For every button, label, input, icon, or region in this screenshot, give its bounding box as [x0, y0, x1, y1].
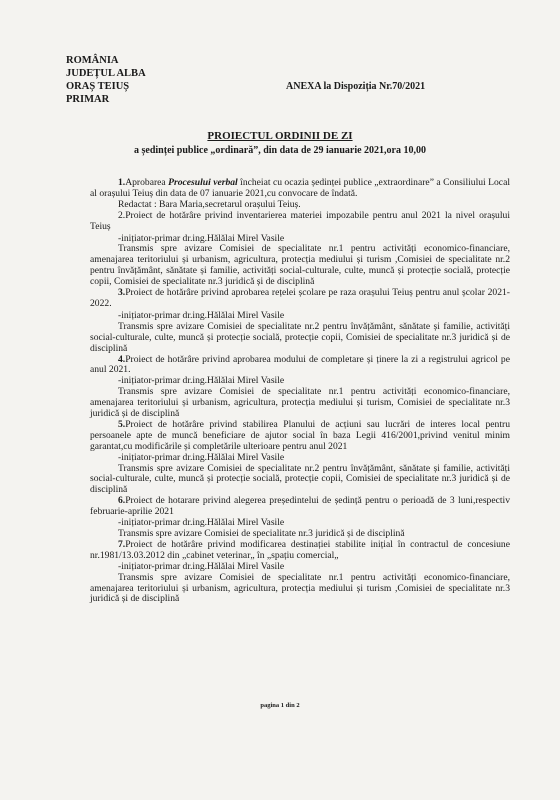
agenda-item-1-redactor: Redactat : Bara Maria,secretarul orașului Teiuș.	[118, 198, 301, 210]
page-number: pagina 1 din 2	[260, 702, 300, 709]
document-subtitle: a ședinței publice „ordinară”, din data de 29 ianuarie 2021,ora 10,00	[134, 145, 426, 156]
document-title: PROIECTUL ORDINII DE ZI	[207, 130, 353, 142]
agenda-item-5: 5.Proiect de hotărâre privind stabilirea Planului de acțiuni sau lucrări de interes local pentru persoanele apte de muncă beneficiare de ajutor social în baza Legii 416/2001,privind venitul minim garantat,cu modificările și completările ulterioare pentru anul 2021	[90, 418, 510, 452]
agenda-item-5-transmission: Transmis spre avizare Comisiei de specialitate nr.2 pentru învățământ, sănătate și familie, activități social-culturale, culte, muncă și protecție socială, protecție copii, Comisiei de specialitate nr.3 juridică și de disciplină	[90, 462, 510, 496]
agenda-item-6-transmission: Transmis spre avizare Comisiei de specialitate nr.3 juridică și de disciplină	[118, 528, 405, 539]
header-town: ORAȘ TEIUȘ	[66, 81, 130, 92]
agenda-body	[90, 178, 510, 605]
agenda-item-3-initiator: -inițiator-primar dr.ing.Hălălai Mirel Vasile	[118, 309, 285, 321]
annex-reference: ANEXA la Dispoziția Nr.70/2021	[286, 81, 426, 92]
agenda-item-2-transmission: Transmis spre avizare Comisiei de specialitate nr.1 pentru activități economico-financiare, amenajarea teritoriului și urbanism, agricultura, protecția mediului și turism ,Comisiei de specialitate nr.2 pentru învățământ, sănătate și familie, activități social-culturale, culte, muncă și protecție socială, protecție copii, Comisiei de specialitate nr.3 juridică și de disciplină	[90, 243, 510, 288]
agenda-item-6: 6.Proiect de hotarare privind alegerea președintelui de ședință pentru o perioadă de 3 luni,respectiv februarie-aprilie 2021	[90, 495, 510, 518]
agenda-item-4-transmission: Transmis spre avizare Comisiei de specialitate nr.1 pentru activități economico-financiare, amenajarea teritoriului și urbanism, agricultura, protecția mediului și turism, Comisiei de specialitate nr.3 juridică și de disciplină	[90, 386, 510, 420]
agenda-item-6-initiator: -inițiator-primar dr.ing.Hălălai Mirel Vasile	[118, 517, 285, 529]
header-county: JUDEȚUL ALBA	[66, 68, 146, 79]
agenda-item-7-initiator: -inițiator-primar dr.ing.Hălălai Mirel Vasile	[118, 560, 285, 572]
header-office: PRIMAR	[66, 94, 110, 105]
agenda-item-5-initiator: -inițiator-primar dr.ing.Hălălai Mirel Vasile	[118, 451, 285, 463]
agenda-item-4: 4.Proiect de hotărâre privind aprobarea modului de completare și ținere la zi a registrului agricol pe anul 2021.	[90, 353, 510, 376]
header-country: ROMÂNIA	[66, 55, 119, 66]
agenda-item-3: 3.Proiect de hotărâre privind aprobarea rețelei școlare pe raza orașului Teiuș pentru anul școlar 2021-2022.	[90, 287, 510, 309]
agenda-item-7-transmission: Transmis spre avizare Comisiei de specialitate nr.1 pentru activități economico-financiare, amenajarea teritoriului și urbanism, agricultura, protecția mediului și turism ,Comisiei de specialitate nr.3 juridică și de disciplină	[90, 571, 510, 605]
agenda-item-2: 2.Proiect de hotărâre privind inventarierea materiei impozabile pentru anul 2021 la nivel orașului Teiuș	[90, 209, 510, 232]
agenda-item-2-initiator: -inițiator-primar dr.ing.Hălălai Mirel Vasile	[118, 232, 285, 244]
agenda-item-3-transmission: Transmis spre avizare Comisiei de specialitate nr.2 pentru învățământ, sănătate și familie, activități social-culturale, culte, muncă și protecție socială, protecție copii, Comisiei de specialitate nr.3 juridică și de disciplină	[90, 320, 510, 354]
agenda-item-7: 7.Proiect de hotărâre privind modificarea destinației stabilite inițial în contractul de concesiune nr.1981/13.03.2012 din „cabinet veterinar„ în „spațiu comercial„	[90, 538, 510, 561]
agenda-item-1: 1.Aprobarea Procesului verbal încheiat cu ocazia ședinței publice „extraordinare” a Consiliului Local al orașului Teiuș din data de 07 ianuarie 2021,cu convocare de îndată.	[90, 177, 510, 199]
institution-header	[66, 54, 146, 106]
agenda-item-4-initiator: -inițiator-primar dr.ing.Hălălai Mirel Vasile	[118, 375, 285, 387]
